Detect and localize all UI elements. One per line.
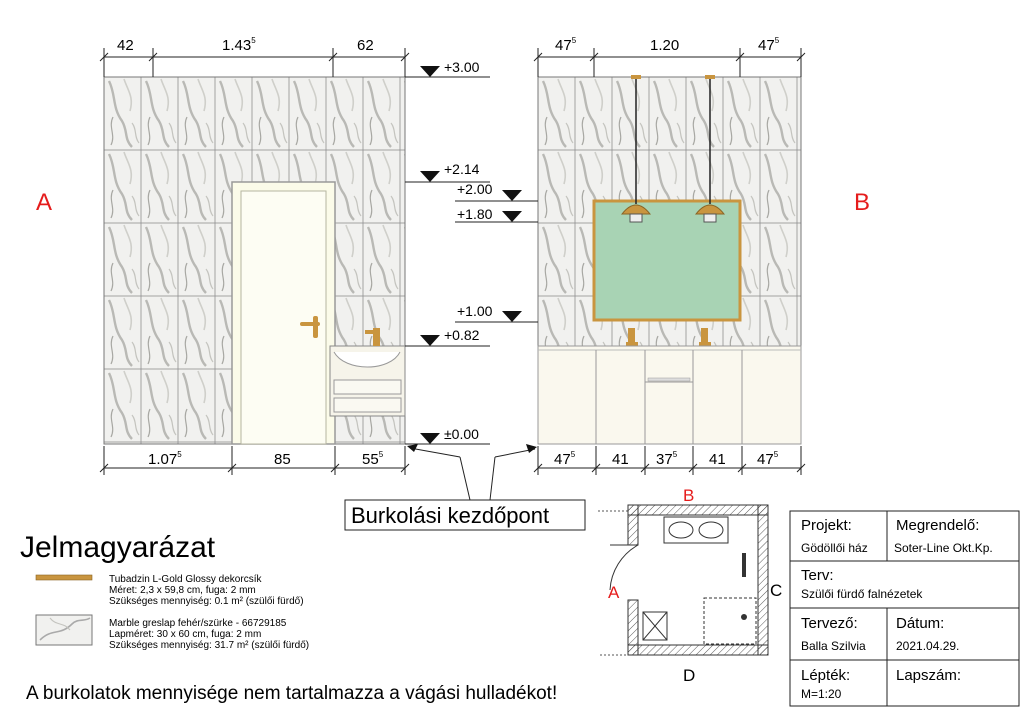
door [232,182,335,444]
dim-b-bottom-5: $47^5$ [757,450,779,468]
level-b-100: +1.00 [457,303,493,319]
tb-projekt-value: Gödöllői ház [801,541,868,555]
legend-item1-name: Tubadzin L-Gold Glossy dekorcsík [109,574,262,585]
dim-b-bottom-3: $37^5$ [656,450,678,468]
vanity-cabinet [538,346,801,444]
dim-a-bottom-2: 85 [274,451,291,468]
legend [20,531,309,651]
level-markers-a [405,66,490,444]
dim-b-bottom-2: 41 [612,451,629,468]
plan-label-c: C [770,581,783,600]
legend-item1-size: Méret: 2,3 x 59,8 cm, fuga: 2 mm [109,585,256,596]
level-a-000: ±0.00 [444,426,479,442]
level-a-214: +2.14 [444,161,480,177]
floor-plan [598,505,768,655]
plan-double-sink-icon [664,517,728,543]
tb-leptek-value: M=1:20 [801,687,842,701]
dim-b-bottom-1: $47^5$ [554,450,576,468]
elevation-a-label: A [36,189,53,216]
level-a-300: +3.00 [444,59,480,75]
dim-b-top-1: $47^5$ [555,36,577,54]
level-b-200: +2.00 [457,181,493,197]
tb-terv-value: Szülői fürdő falnézetek [801,587,923,601]
level-a-082: +0.82 [444,327,480,343]
legend-item2-name: Marble greslap fehér/szürke - 66729185 [109,618,287,629]
plan-label-d: D [683,666,696,685]
dim-b-bottom-4: 41 [709,451,726,468]
mirror [594,201,740,320]
plan-shower-icon [704,598,756,644]
level-b-180: +1.80 [457,206,493,222]
plan-label-b: B [683,486,695,505]
tb-terv-label: Terv: [801,567,834,584]
tb-megrendelo-value: Soter-Line Okt.Kp. [894,541,993,555]
legend-item2-size: Lapméret: 30 x 60 cm, fuga: 2 mm [109,629,262,640]
legend-gold-strip-swatch [36,575,92,580]
legend-item2-qty: Szükséges mennyiség: 31.7 m² (szülői fürdő) [109,640,310,651]
dim-a-bottom-3: $55^5$ [362,450,384,468]
dim-a-top-1: 42 [117,37,134,54]
tb-datum-label: Dátum: [896,615,945,632]
tb-tervezo-value: Balla Szilvia [801,639,866,653]
tb-datum-value: 2021.04.29. [896,639,960,653]
tb-lapszam-label: Lapszám: [896,667,962,684]
footer-note: A burkolatok mennyisége nem tartalmazza a vágási hulladékot! [26,683,558,704]
legend-title: Jelmagyarázat [20,531,216,564]
tb-tervezo-label: Tervező: [801,615,858,632]
elevation-b-label: B [854,189,871,216]
plan-label-a: A [608,583,620,602]
dim-b-top-3: $47^5$ [758,36,780,54]
legend-item1-qty: Szükséges mennyiség: 0.1 m² (szülői fürdő) [109,596,304,607]
dim-b-top-2: 1.20 [650,37,680,54]
tb-leptek-label: Lépték: [801,667,851,684]
dim-a-top-3: 62 [357,37,374,54]
start-point-label: Burkolási kezdőpont [351,503,550,528]
dim-a-bottom-1: 1.07$^5$ [148,450,182,468]
elevation-b [455,36,870,475]
tb-projekt-label: Projekt: [801,517,852,534]
elevation-a [36,36,490,475]
dim-a-top-2: 1.43$^5$ [222,36,256,54]
tb-megrendelo-label: Megrendelő: [896,517,980,534]
